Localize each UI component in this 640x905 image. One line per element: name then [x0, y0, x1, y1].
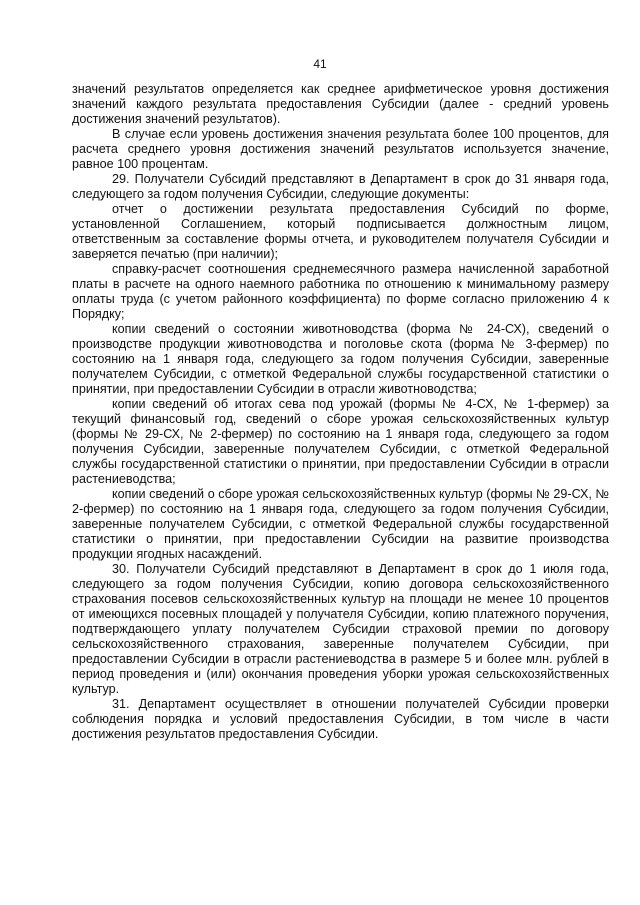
paragraph-list-item: копии сведений об итогах сева под урожай (формы № 4-СХ, № 1-фермер) за текущий финансовый год, сведений о сборе урожая сельскохозяйственных культур (формы № 29-СХ, № 2-фермер) по состоянию на 1 января года, следующего за годом получения Субсидии, заверенные получателем Субсидии, с отметкой Федеральной службы государственной статистики о принятии, при предоставлении Субсидии в отрасли растениеводства; [72, 397, 609, 486]
paragraph: В случае если уровень достижения значения результата более 100 процентов, для расчета среднего уровня достижения значений результатов используется значение, равное 100 процентам. [72, 127, 609, 171]
paragraph-list-item: справку-расчет соотношения среднемесячного размера начисленной заработной платы в расчете на одного наемного работника по отношению к минимальному размеру оплаты труда (с учетом районного коэффициента) по форме согласно приложению 4 к Порядку; [72, 262, 609, 321]
paragraph-list-item: отчет о достижении результата предоставления Субсидий по форме, установленной Соглашением, который подписывается должностным лицом, ответственным за составление формы отчета, и руководителем получателя Субсидии и заверяется печатью (при наличии); [72, 202, 609, 261]
document-body [72, 82, 609, 742]
paragraph-list-item: копии сведений о сборе урожая сельскохозяйственных культур (формы № 29-СХ, № 2-фермер) по состоянию на 1 января года, следующего за годом получения Субсидии, заверенные получателем Субсидии, с отметкой Федеральной службы государственной статистики о принятии, при предоставлении Субсидии на развитие производства продукции ягодных насаждений. [72, 487, 609, 561]
paragraph-clause-31: 31. Департамент осуществляет в отношении получателей Субсидии проверки соблюдения порядка и условий предоставления Субсидии, в том числе в части достижения результатов предоставления Субсидии. [72, 697, 609, 741]
paragraph-clause-30: 30. Получатели Субсидий представляют в Департамент в срок до 1 июля года, следующего за годом получения Субсидии, копию договора сельскохозяйственного страхования посевов сельскохозяйственных культур на площади не менее 10 процентов от имеющихся посевных площадей у получателя Субсидии, копию платежного поручения, подтверждающего уплату получателем Субсидии страховой премии по договору сельскохозяйственного страхования, заверенные получателем Субсидии, при предоставлении Субсидии в отрасли растениеводства в размере 5 и более млн. рублей в период проведения и (или) окончания проведения уборки урожая сельскохозяйственных культур. [72, 562, 609, 696]
paragraph-continuation: значений результатов определяется как среднее арифметическое уровня достижения значений каждого результата предоставления Субсидии (далее - средний уровень достижения значений результатов). [72, 82, 609, 126]
page-number: 41 [313, 57, 327, 71]
paragraph-clause-29: 29. Получатели Субсидий представляют в Департамент в срок до 31 января года, следующего за годом получения Субсидии, следующие документы: [72, 172, 609, 201]
paragraph-list-item: копии сведений о состоянии животноводства (форма № 24-СХ), сведений о производстве продукции животноводства и поголовье скота (форма № 3-фермер) по состоянию на 1 января года, следующего за годом получения Субсидии, заверенные получателем Субсидии, с отметкой Федеральной службы государственной статистики о принятии, при предоставлении Субсидии в отрасли животноводства; [72, 322, 609, 396]
